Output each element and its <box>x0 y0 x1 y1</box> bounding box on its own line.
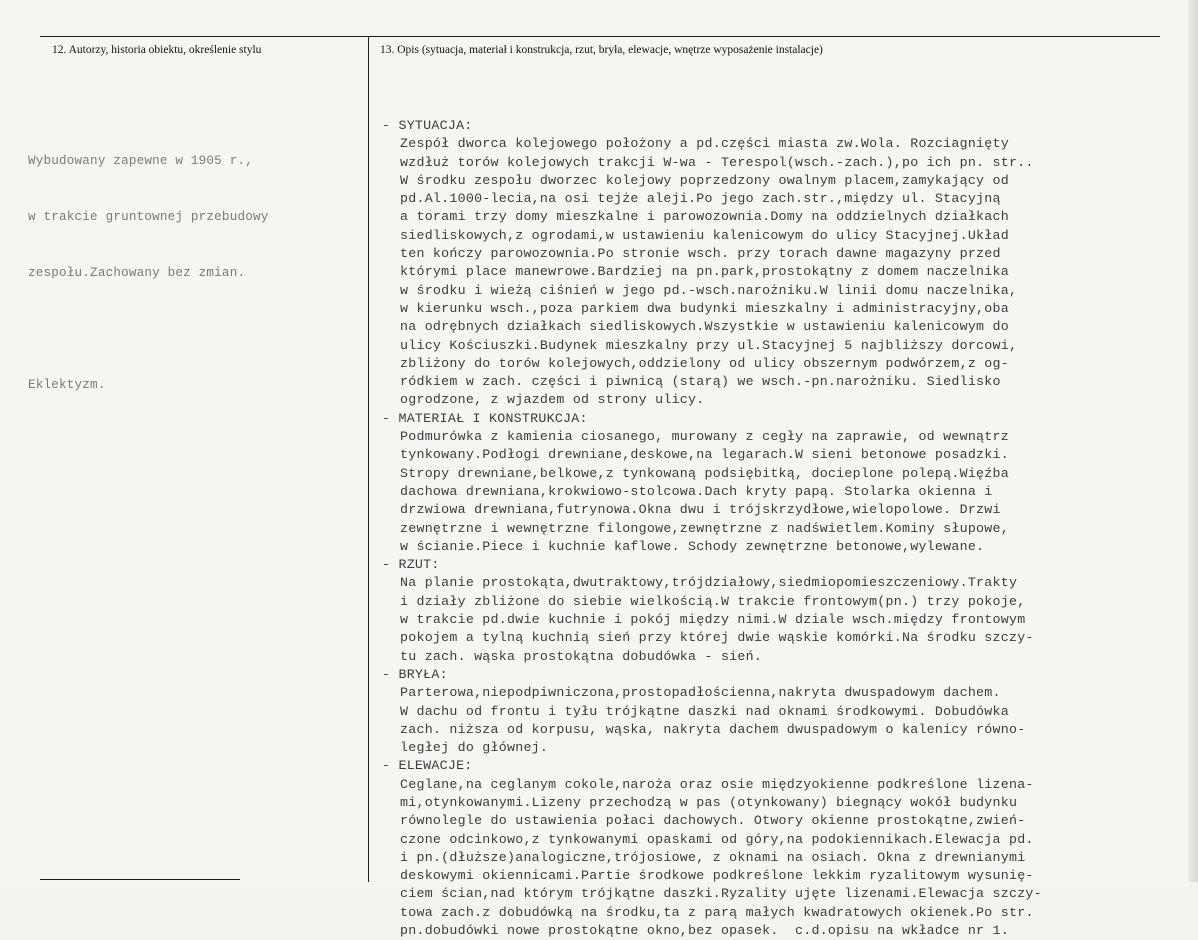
description-line: w kierunku wsch.,poza parkiem dwa budynki mieszkalny i administracyjny,oba <box>400 300 1009 316</box>
field-12-header: 12. Autorzy, historia obiektu, określenie stylu <box>52 44 262 56</box>
section-body <box>382 684 1042 757</box>
description-line: Stropy drewniane,belkowe,z tynkowaną podsiębitką, docieplone polepą.Więźba <box>400 465 1009 481</box>
section-body <box>382 574 1042 665</box>
history-line: w trakcie gruntownej przebudowy <box>28 209 269 224</box>
description-line: w środku i wieżą ciśnień w jego pd.-wsch.narożniku.W linii domu naczelnika, <box>400 282 1018 298</box>
section-body <box>382 776 1042 940</box>
field-13-header: 13. Opis (sytuacja, materiał i konstrukcja, rzut, bryła, elewacje, wnętrze wyposażenie instalacje) <box>380 44 823 56</box>
description-line: Zespół dworca kolejowego położony a pd.części miasta zw.Wola. Rozciagnięty <box>400 136 1009 152</box>
section-heading: - ELEWACJE: <box>382 758 473 774</box>
description-line: Ceglane,na ceglanym cokole,naroża oraz osie międzyokienne podkreślone lizena- <box>400 776 1034 792</box>
description-line: ległej do głównej. <box>400 740 549 756</box>
description-line: siedliskowych,z ogrodami,w ustawieniu kalenicowym do ulicy Stacyjnej.Układ <box>400 227 1009 243</box>
description-line: dachowa drewniana,krokwiowo-stolcowa.Dach kryty papą. Stolarka okienna i <box>400 483 993 499</box>
description-line: wzdłuż torów kolejowych trakcji W-wa - Terespol(wsch.-zach.),po ich pn. str.. <box>400 154 1034 170</box>
description-line: w trakcie pd.dwie kuchnie i pokój między nimi.W dziale wsch.między frontowym <box>400 612 1026 628</box>
description-line: którymi place manewrowe.Bardziej na pn.park,prostokątny z domem naczelnika <box>400 264 1009 280</box>
column-divider <box>368 36 369 882</box>
description-line: zach. niższa od korpusu, wąska, nakryta dachem dwuspadowym o kalenicy równo- <box>400 721 1026 737</box>
form-top-rule <box>40 36 1160 37</box>
description-line: pokojem a tylną kuchnią sień przy której dwie wąskie komórki.Na środku szczy- <box>400 630 1034 646</box>
section-heading: - RZUT: <box>382 557 440 573</box>
description-line: deskowymi okiennicami.Partie środkowe podkreślone lekkim ryzalitowym wysunię- <box>400 868 1034 884</box>
description-line: ogrodzone, z wjazdem od strony ulicy. <box>400 392 705 408</box>
description-line: na odrębnych działkach siedliskowych.Wszystkie w ustawieniu kalenicowym do <box>400 319 1009 335</box>
history-column <box>28 114 268 433</box>
description-line: drzwiowa drewniana,futrynowa.Okna dwu i trójskrzydłowe,wielopolowe. Drzwi <box>400 502 1001 518</box>
history-line: zespołu.Zachowany bez zmian. <box>28 266 246 281</box>
description-line: zewnętrzne i wewnętrzne filongowe,zewnętrzne z nadświetlem.Kominy słupowe, <box>400 520 1009 536</box>
description-line: mi,otynkowanymi.Lizeny przechodzą w pas (otynkowany) biegnący wokół budynku <box>400 794 1018 810</box>
description-line: pd.Al.1000-lecia,na osi tejże aleji.Po jego zach.str.,między ul. Stacyjną <box>400 191 1001 207</box>
description-line: pn.dobudówki nowe prostokątne okno,bez opasek. c.d.opisu na wkładce nr 1. <box>400 923 1009 939</box>
description-line: W dachu od frontu i tyłu trójkątne daszki nad oknami środkowymi. Dobudówka <box>400 703 1009 719</box>
description-line: w ścianie.Piece i kuchnie kaflowe. Schody zewnętrzne betonowe,wylewane. <box>400 538 985 554</box>
description-line: tu zach. wąska prostokątna dobudówka - sień. <box>400 648 763 664</box>
description-line: towa zach.z dobudówką na środku,ta z parą małych kwadratowych okienek.Po str. <box>400 904 1034 920</box>
description-line: i pn.(dłuższe)analogiczne,trójosiowe, z oknami na osiach. Okna z drewnianymi <box>400 849 1026 865</box>
description-line: a torami trzy domy mieszkalne i parowozownia.Domy na oddzielnych działkach <box>400 209 1009 225</box>
history-line: Wybudowany zapewne w 1905 r., <box>28 153 253 168</box>
description-line: Podmurówka z kamienia ciosanego, murowany z cegły na zaprawie, od wewnątrz <box>400 429 1009 445</box>
section-heading: - SYTUACJA: <box>382 118 473 133</box>
description-line: zbliżony do torów kolejowych,oddzielony od ulicy obszernym podwórzem,z og- <box>400 355 1009 371</box>
description-line: W środku zespołu dworzec kolejowy poprzedzony owalnym placem,zamykający od <box>400 172 1009 188</box>
form-bottom-rule <box>40 879 240 880</box>
section-body <box>382 135 1042 409</box>
section-body <box>382 428 1042 556</box>
description-line: i działy zbliżone do siebie wielkością.W trakcie frontowym(pn.) trzy pokoje, <box>400 593 1026 609</box>
description-line: tynkowany.Podłogi drewniane,deskowe,na legarach.W sieni betonowe posadzki. <box>400 447 1009 463</box>
description-line: ródkiem w zach. części i piwnicą (starą) we wsch.-pn.narożniku. Siedlisko <box>400 374 1001 390</box>
description-line: ciem ścian,nad którym trójkątne daszki.Ryzality ujęte lizenami.Elewacja szczy- <box>400 886 1042 902</box>
description-line: Na planie prostokąta,dwutraktowy,trójdziałowy,siedmiopomieszczeniowy.Trakty <box>400 575 1018 591</box>
description-column <box>382 117 1042 940</box>
page-edge <box>1188 0 1198 882</box>
description-line: ulicy Kościuszki.Budynek mieszkalny przy ul.Stacyjnej 5 najbliższy dorcowi, <box>400 337 1018 353</box>
description-line: równolegle do ustawienia połaci dachowych. Otwory okienne prostokątne,zwień- <box>400 813 1026 829</box>
style-text: Eklektyzm. <box>28 378 106 393</box>
description-line: czone odcinkowo,z tynkowanymi opaskami od góry,na podokiennikach.Elewacja pd. <box>400 831 1034 847</box>
section-heading: - BRYŁA: <box>382 666 448 682</box>
section-heading: - MATERIAŁ I KONSTRUKCJA: <box>382 410 588 426</box>
description-line: ten kończy parowozownia.Po stronie wsch. przy torach dawne magazyny przed <box>400 246 1001 262</box>
description-line: Parterowa,niepodpiwniczona,prostopadłościenna,nakryta dwuspadowym dachem. <box>400 685 1001 701</box>
